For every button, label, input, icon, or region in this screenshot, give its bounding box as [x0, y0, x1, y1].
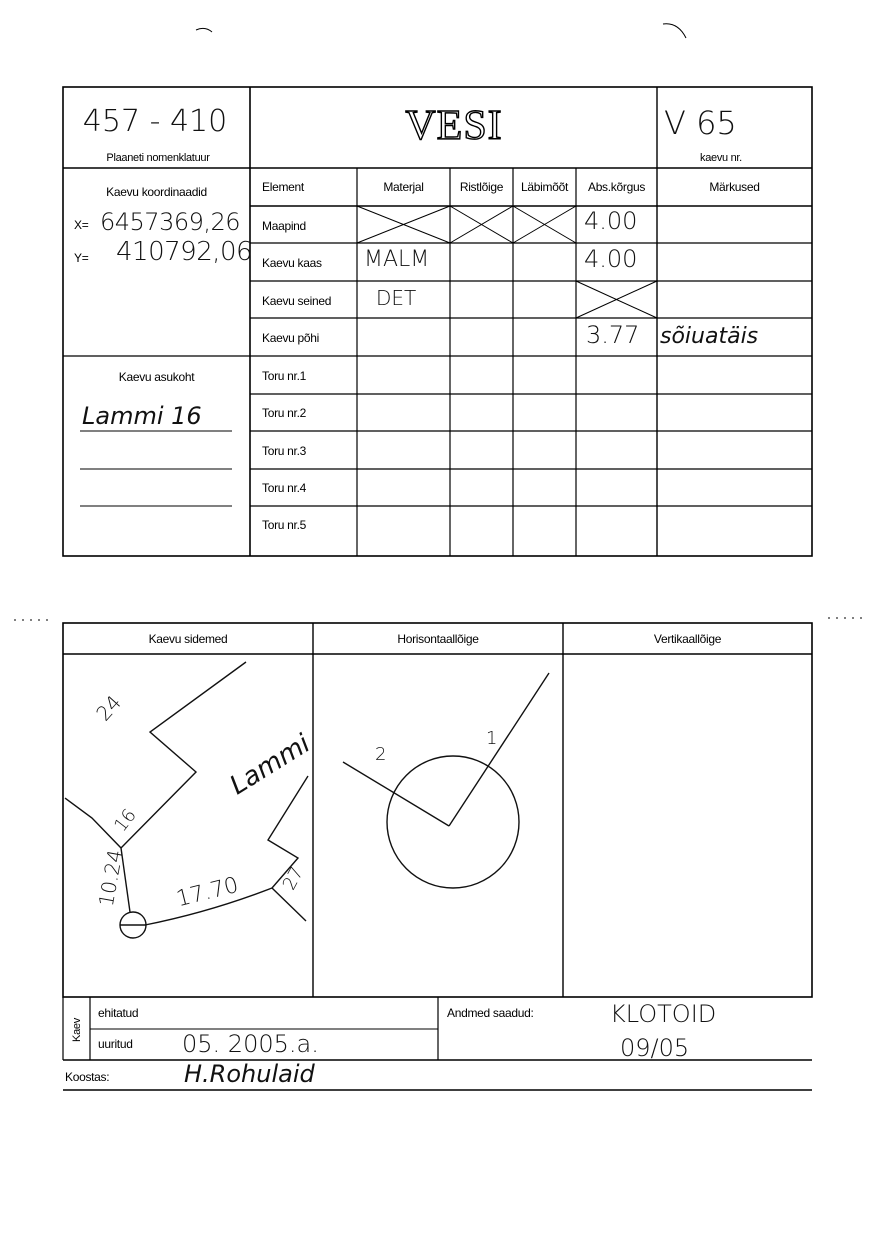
x-label: X=	[74, 218, 89, 232]
horizontal-panel-title: Horisontaallõige	[397, 632, 479, 646]
tie-dist-10-24: 10.24	[93, 847, 128, 909]
surveyed-value: 05. 2005.a.	[182, 1030, 319, 1058]
coordinates-label: Kaevu koordinaadid	[106, 185, 207, 199]
tie-street-label: Lammi	[224, 728, 316, 802]
row-material-value: DET	[376, 286, 417, 310]
row-material-value: MALM	[364, 247, 430, 272]
received-value-date: 09/05	[620, 1034, 690, 1062]
row-element-label: Kaevu seined	[262, 294, 332, 308]
row-abs-value: 3.77	[586, 321, 640, 349]
row-abs-value: 4.00	[584, 245, 638, 273]
tie-label-16: 16	[110, 805, 141, 836]
row-element-label: Kaevu kaas	[262, 256, 322, 270]
page-title: VESI	[405, 103, 503, 149]
surveyed-label: uuritud	[98, 1037, 133, 1051]
row-element-label: Maapind	[262, 219, 306, 233]
compiled-signature: H.Rohulaid	[184, 1060, 315, 1088]
pipe-label-1: 1	[486, 728, 498, 749]
row-element-label: Toru nr.2	[262, 406, 306, 420]
well-number-value: V 65	[664, 104, 737, 142]
tie-dist-17-70: 17.70	[173, 872, 242, 913]
nomenclature-label: Plaaneti nomenklatuur	[106, 152, 210, 164]
row-remark-value: sõiuatäis	[660, 324, 759, 349]
row-element-label: Toru nr.1	[262, 369, 306, 383]
row-element-label: Kaevu põhi	[262, 331, 320, 345]
compiled-label: Koostas:	[65, 1070, 110, 1084]
ties-panel-title: Kaevu sidemed	[148, 632, 228, 646]
received-label: Andmed saadud:	[447, 1006, 534, 1020]
col-header-diameter: Läbimõõt	[521, 180, 568, 194]
built-label: ehitatud	[98, 1006, 139, 1020]
row-element-label: Toru nr.5	[262, 518, 306, 532]
horizontal-section-sketch	[343, 673, 549, 888]
col-header-abs-height: Abs.kõrgus	[587, 180, 646, 194]
col-header-cross-section: Ristlõige	[459, 180, 504, 194]
col-header-remarks: Märkused	[709, 180, 760, 194]
tie-label-27: 27	[278, 863, 309, 894]
nomenclature-value: 457 - 410	[82, 104, 228, 139]
x-value: 6457369,26	[100, 208, 241, 236]
col-header-material: Materjal	[383, 180, 424, 194]
vertical-panel-title: Vertikaallõige	[653, 632, 722, 646]
pipe-label-2: 2	[375, 744, 387, 765]
well-number-label: kaevu nr.	[700, 152, 742, 164]
row-element-label: Toru nr.4	[262, 481, 306, 495]
location-value: Lammi 16	[82, 402, 202, 430]
tie-label-24: 24	[91, 690, 127, 726]
side-label: Kaev	[71, 1018, 83, 1042]
location-label: Kaevu asukoht	[118, 370, 195, 384]
y-value: 410792,06	[116, 237, 253, 267]
received-value-source: KLOTOID	[610, 1000, 717, 1028]
col-header-element: Element	[262, 180, 304, 194]
row-element-label: Toru nr.3	[262, 444, 306, 458]
row-abs-value: 4.00	[584, 207, 638, 235]
y-label: Y=	[74, 251, 89, 265]
